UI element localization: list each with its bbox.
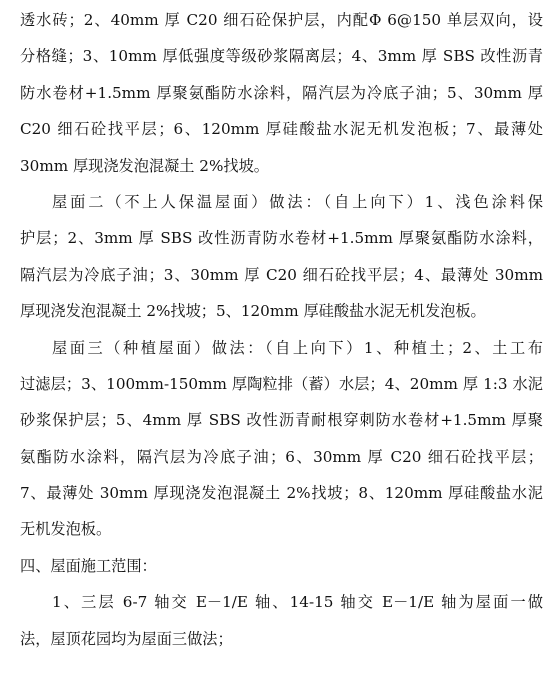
heading-text: 四、屋面施工范围：: [20, 556, 157, 575]
text-line: 分格缝；3、10mm 厚低强度等级砂浆隔离层；4、3mm 厚 SBS 改性沥青: [20, 47, 543, 66]
paragraph-scope-item-one: [20, 584, 543, 657]
text-line: 7、最薄处 30mm 厚现浇发泡混凝土 2%找坡；8、120mm 厚硅酸盐水泥: [20, 484, 543, 503]
text-line: 厚现浇发泡混凝土 2%找坡；5、120mm 厚硅酸盐水泥无机发泡板。: [20, 302, 486, 321]
paragraph-roof-one-continued: [20, 2, 543, 184]
text-line: 1、三层 6-7 轴交 E－1/E 轴、14-15 轴交 E－1/E 轴为屋面一做: [52, 593, 543, 612]
text-line: C20 细石砼找平层；6、120mm 厚硅酸盐水泥无机发泡板；7、最薄处: [20, 120, 543, 139]
section-four-heading: [20, 548, 543, 584]
text-line: 屋面三（种植屋面）做法：（自上向下）1、种植土；2、土工布: [52, 338, 543, 357]
text-line: 防水卷材+1.5mm 厚聚氨酯防水涂料，隔汽层为冷底子油；5、30mm 厚: [20, 83, 543, 102]
text-line: 屋面二（不上人保温屋面）做法：（自上向下）1、浅色涂料保: [52, 192, 543, 211]
text-line: 护层；2、3mm 厚 SBS 改性沥青防水卷材+1.5mm 厚聚氨酯防水涂料，: [20, 229, 543, 248]
text-line: 氨酯防水涂料，隔汽层为冷底子油；6、30mm 厚 C20 细石砼找平层；: [20, 447, 543, 466]
paragraph-roof-three: [20, 330, 543, 548]
text-line: 砂浆保护层；5、4mm 厚 SBS 改性沥青耐根穿刺防水卷材+1.5mm 厚聚: [20, 411, 543, 430]
text-line: 隔汽层为冷底子油；3、30mm 厚 C20 细石砼找平层；4、最薄处 30mm: [20, 265, 543, 284]
paragraph-roof-two: [20, 184, 543, 330]
text-line: 无机发泡板。: [20, 520, 112, 539]
text-line: 法，屋顶花园均为屋面三做法；: [20, 629, 233, 648]
text-line: 透水砖；2、40mm 厚 C20 细石砼保护层，内配Φ 6@150 单层双向，设: [20, 11, 543, 29]
text-line: 过滤层；3、100mm-150mm 厚陶粒排（蓄）水层；4、20mm 厚 1:3 水泥: [20, 374, 543, 393]
text-line: 30mm 厚现浇发泡混凝土 2%找坡。: [20, 156, 269, 175]
